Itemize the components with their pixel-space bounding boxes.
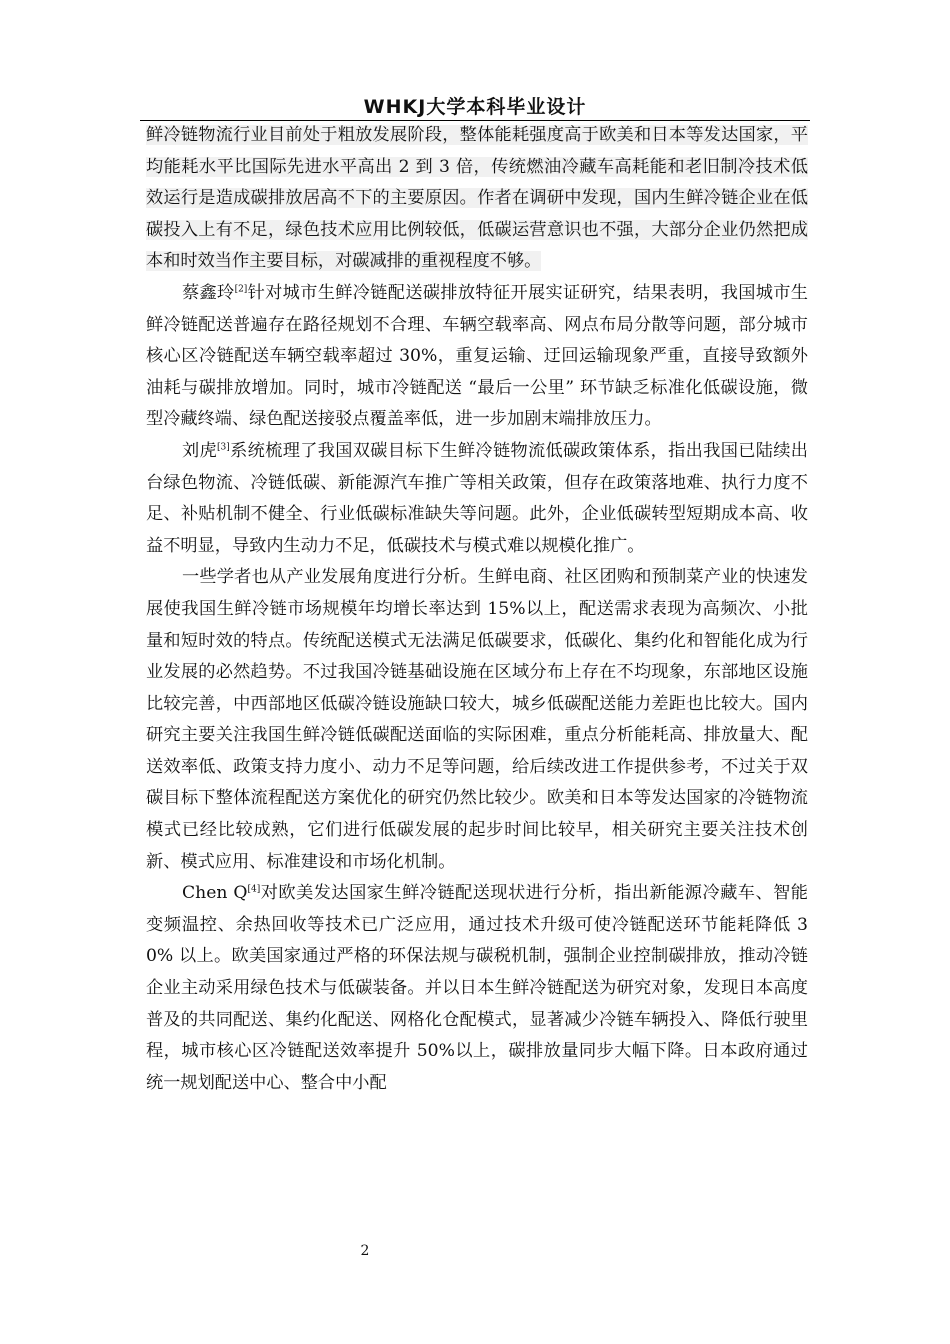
page-header-title: WHKJ大学本科毕业设计: [363, 96, 587, 118]
citation-ref: [2]: [234, 284, 248, 295]
highlighted-text: 鲜冷链物流行业目前处于粗放发展阶段，整体能耗强度高于欧美和日本等发达国家，平均能耗水平比国际先进水平高出 2 到 3 倍，传统燃油冷藏车高耗能和老旧制冷技术低效运行是造成碳排放居高不下的主要原因。作者在调研中发现，国内生鲜冷链企业在低碳投入上有不足，绿色技术应用比例较低，低碳运营意识也不强，大部分企业仍然把成本和时效当作主要目标，对碳减排的重视程度不够。: [146, 125, 808, 272]
citation-ref: [3]: [217, 442, 230, 453]
page-number: 2: [360, 1243, 370, 1259]
paragraph-continuation: [146, 120, 808, 278]
author-name: 刘虎: [182, 440, 218, 461]
author-name: Chen Q: [182, 883, 248, 904]
paragraph-cai-xinling: [146, 278, 808, 436]
paragraph-text: 一些学者也从产业发展角度进行分析。生鲜电商、社区团购和预制菜产业的快速发展使我国生鲜冷链市场规模年均增长率达到 15%以上，配送需求表现为高频次、小批量和短时效的特点。传统配送模式无法满足低碳要求，低碳化、集约化和智能化成为行业发展的必然趋势。不过我国冷链基础设施在区域分布上存在不均现象，东部地区设施比较完善，中西部地区低碳冷链设施缺口较大，城乡低碳配送能力差距也比较大。国内研究主要关注我国生鲜冷链低碳配送面临的实际困难，重点分析能耗高、排放量大、配送效率低、政策支持力度小、动力不足等问题，给后续改进工作提供参考，不过关于双碳目标下整体流程配送方案优化的研究仍然比较少。欧美和日本等发达国家的冷链物流模式已经比较成熟，它们进行低碳发展的起步时间比较早，相关研究主要关注技术创新、模式应用、标准建设和市场化机制。: [146, 567, 808, 872]
paragraph-chen-q: [146, 878, 808, 1099]
paragraph-text: 对欧美发达国家生鲜冷链配送现状进行分析，指出新能源冷藏车、智能变频温控、余热回收等技术已广泛应用，通过技术升级可使冷链配送环节能耗降低 30% 以上。欧美国家通过严格的环保法规与碳税机制，强制企业控制碳排放，推动冷链企业主动采用绿色技术与低碳装备。并以日本生鲜冷链配送为研究对象，发现日本高度普及的共同配送、集约化配送、网格化仓配模式，显著减少冷链车辆投入、降低行驶里程，城市核心区冷链配送效率提升 50%以上，碳排放量同步大幅下降。日本政府通过统一规划配送中心、整合中小配: [146, 883, 808, 1093]
paragraph-liu-hu: [146, 436, 808, 562]
paragraph-industry-analysis: [146, 562, 808, 878]
body-text: [146, 120, 808, 1099]
paragraph-text: 系统梳理了我国双碳目标下生鲜冷链物流低碳政策体系，指出我国已陆续出台绿色物流、冷链低碳、新能源汽车推广等相关政策，但存在政策落地难、执行力度不足、补贴机制不健全、行业低碳标准缺失等问题。此外，企业低碳转型短期成本高、收益不明显，导致内生动力不足，低碳技术与模式难以规模化推广。: [146, 440, 808, 556]
author-name: 蔡鑫玲: [182, 282, 235, 303]
paragraph-text: 针对城市生鲜冷链配送碳排放特征开展实证研究，结果表明，我国城市生鲜冷链配送普遍存在路径规划不合理、车辆空载率高、网点布局分散等问题，部分城市核心区冷链配送车辆空载率超过 30%，重复运输、迂回运输现象严重，直接导致额外油耗与碳排放增加。同时，城市冷链配送 “最后一公里” 环节缺乏标准化低碳设施，微型冷藏终端、绿色配送接驳点覆盖率低，进一步加剧末端排放压力。: [146, 282, 808, 430]
citation-ref: [4]: [247, 884, 261, 895]
